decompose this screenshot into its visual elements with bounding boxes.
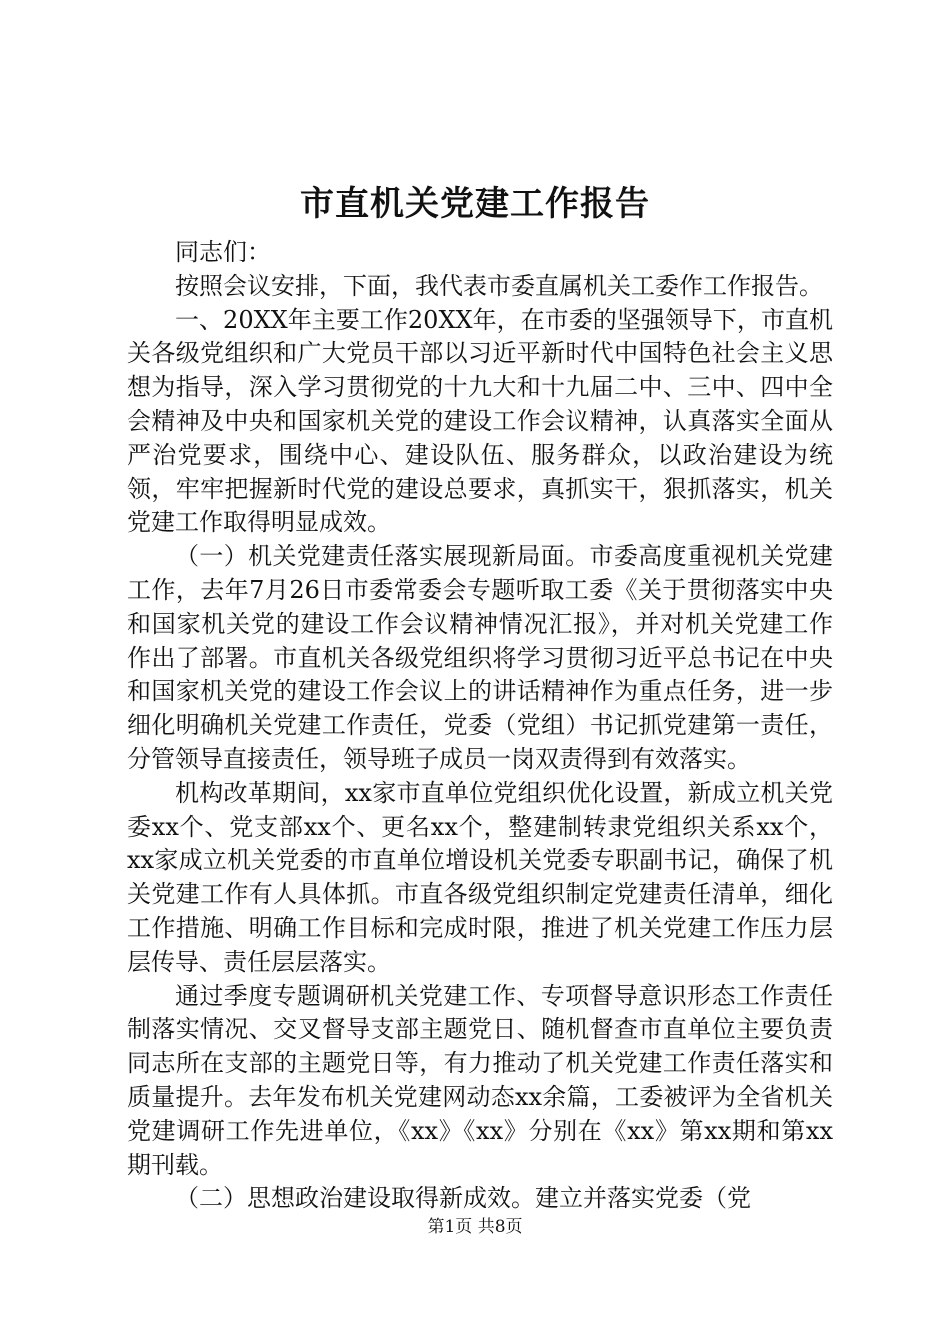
salutation: 同志们： [175,238,271,266]
paragraph: （一）机关党建责任落实展现新局面。市委高度重视机关党建工作，去年7月26日市委常委会专题听取工委《关于贯彻落实中央和国家机关党的建设工作会议精神情况汇报》，并对机关党建工作作出了部署。市直机关各级党组织将学习贯彻习近平总书记在中央和国家机关党的建设工作会议上的讲话精神作为重点任务，进一步细化明确机关党建工作责任，党委（党组）书记抓党建第一责任，分管领导直接责任，领导班子成员一岗双责得到有效落实。 [127,542,833,773]
paragraph: 通过季度专题调研机关党建工作、专项督导意识形态工作责任制落实情况、交叉督导支部主题党日、随机督查市直单位主要负责同志所在支部的主题党日等，有力推动了机关党建工作责任落实和质量提升。去年发布机关党建网动态xx余篇，工委被评为全省机关党建调研工作先进单位，《xx》《xx》分别在《xx》第xx期和第xx期刊载。 [127,981,833,1179]
document-body [127,236,833,1216]
paragraph: （二）思想政治建设取得新成效。建立并落实党委（党 [175,1184,751,1213]
paragraph: 按照会议安排，下面，我代表市委直属机关工委作工作报告。 [175,271,823,300]
document-title: 市直机关党建工作报告 [300,184,650,224]
paragraph: 机构改革期间，xx家市直单位党组织优化设置，新成立机关党委xx个、党支部xx个、更名xx个，整建制转隶党组织关系xx个，xx家成立机关党委的市直单位增设机关党委专职副书记，确保了机关党建工作有人具体抓。市直各级党组织制定党建责任清单，细化工作措施、明确工作目标和完成时限，推进了机关党建工作压力层层传导、责任层层落实。 [127,778,833,976]
page-number-footer: 第1页 共8页 [427,1217,523,1237]
paragraph: 一、20XX年主要工作20XX年，在市委的坚强领导下，市直机关各级党组织和广大党员干部以习近平新时代中国特色社会主义思想为指导，深入学习贯彻党的十九大和十九届二中、三中、四中全会精神及中央和国家机关党的建设工作会议精神，认真落实全面从严治党要求，围绕中心、建设队伍、服务群众，以政治建设为统领，牢牢把握新时代党的建设总要求，真抓实干，狠抓落实，机关党建工作取得明显成效。 [127,305,833,537]
